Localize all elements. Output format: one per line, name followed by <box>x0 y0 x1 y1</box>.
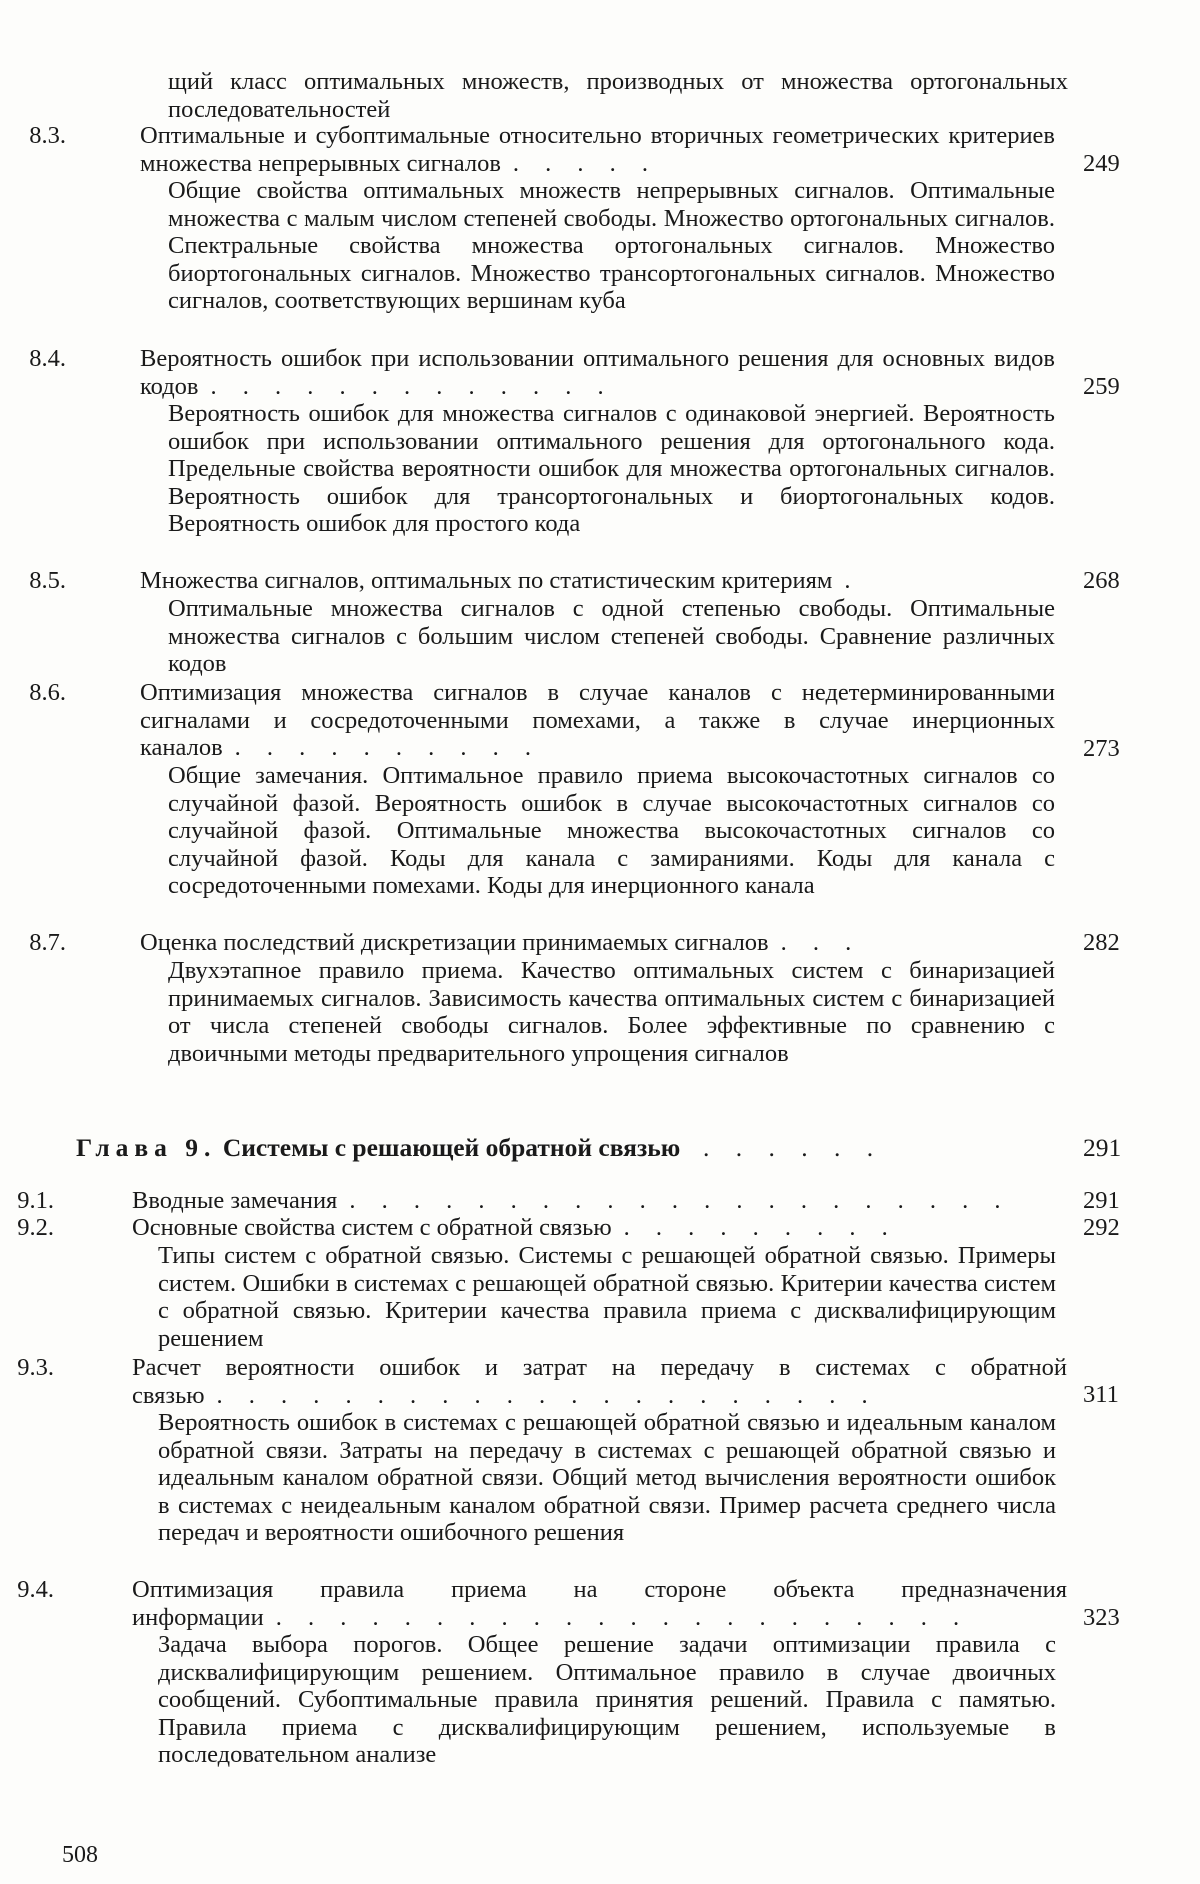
page-ref: 311 <box>1083 1381 1119 1409</box>
section-title: Вероятность ошибок при использовании оптимального решения для основных видов кодов . . . . . . . . . . . . . <box>140 345 1055 400</box>
section-title: Основные свойства систем с обратной связью . . . . . . . . . <box>132 1214 1067 1242</box>
section-description: Типы систем с обратной связью. Системы с решающей обратной связью. Примеры систем. Ошибки в системах с решающей обратной связью. Критерии качества систем с обратной связью. Критерии качества правила приема с дисквалифицирующим решением <box>158 1242 1056 1352</box>
chapter-heading: Глава 9. Системы с решающей обратной связью . . . . . . <box>76 1134 1076 1162</box>
section-title: Оптимизация множества сигналов в случае каналов с недетерминированными сигналами и сосредоточенными помехами, а также в случае инерционных каналов . . . . . . . . . . <box>140 679 1055 762</box>
section-description: Общие замечания. Оптимальное правило приема высокочастотных сигналов со случайной фазой. Вероятность ошибок в случае высокочастотных сигналов со случайной фазой. Оптимальные множества высокочастотных сигналов со случайной фазой. Коды для канала с замираниями. Коды для канала с сосредоточенными помехами. Коды для инерционного канала <box>168 762 1055 900</box>
page-ref: 249 <box>1083 150 1120 178</box>
page-ref: 273 <box>1083 735 1120 763</box>
section-number: 8.4. <box>2 345 66 373</box>
section-number: 9.4. <box>0 1576 54 1604</box>
section-title: Оптимальные и субоптимальные относительно вторичных геометрических критериев множества непрерывных сигналов . . . . . <box>140 122 1055 177</box>
page-ref: 259 <box>1083 373 1120 401</box>
page-ref: 282 <box>1083 929 1120 957</box>
toc-page <box>0 0 1200 1884</box>
section-number: 8.7. <box>2 929 66 957</box>
section-description: Вероятность ошибок в системах с решающей обратной связью и идеальным каналом обратной связи. Затраты на передачу в системах с решающей обратной связью и идеальным каналом обратной связи. Общий метод вычисления вероятности ошибок в системах с неидеальным каналом обратной связи. Пример расчета среднего числа передач и вероятности ошибочного решения <box>158 1409 1056 1547</box>
chapter-title: Системы с решающей обратной связью <box>223 1133 680 1162</box>
section-title: Множества сигналов, оптимальных по статистическим критериям . <box>140 567 1055 595</box>
section-description: Общие свойства оптимальных множеств непрерывных сигналов. Оптимальные множества с малым числом степеней свободы. Множество ортогональных сигналов. Спектральные свойства множества ортогональных сигналов. Множество биортогональных сигналов. Множество трансортогональных сигналов. Множество сигналов, соответствующих вершинам куба <box>168 177 1055 315</box>
section-number: 9.3. <box>0 1354 54 1382</box>
section-description: Задача выбора порогов. Общее решение задачи оптимизации правила с дисквалифицирующим решением. Оптимальное правило в случае двоичных сообщений. Субоптимальные правила принятия решений. Правила с памятью. Правила приема с дисквалифицирующим решением, используемые в последовательном анализе <box>158 1631 1056 1769</box>
section-title: Оценка последствий дискретизации принимаемых сигналов . . . <box>140 929 1055 957</box>
section-number: 8.3. <box>2 122 66 150</box>
page-ref: 291 <box>1083 1187 1120 1215</box>
section-title: Расчет вероятности ошибок и затрат на передачу в системах с обратной связью . . . . . . . . . . . . . . . . . . . . . <box>132 1354 1067 1409</box>
section-description: Оптимальные множества сигналов с одной степенью свободы. Оптимальные множества сигналов с большим числом степеней свободы. Сравнение различных кодов <box>168 595 1055 678</box>
page-number: 508 <box>62 1842 98 1870</box>
section-description: Вероятность ошибок для множества сигналов с одинаковой энергией. Вероятность ошибок при использовании оптимального решения для ортогонального кода. Предельные свойства вероятности ошибок для множества ортогональных сигналов. Вероятность ошибок для трансортогональных и биортогональных кодов. Вероятность ошибок для простого кода <box>168 400 1055 538</box>
section-number: 9.2. <box>0 1214 54 1242</box>
page-ref: 292 <box>1083 1214 1120 1242</box>
continued-description: щий класс оптимальных множеств, производных от множества ортогональных последовательностей <box>168 68 1068 123</box>
section-title: Оптимизация правила приема на стороне объекта предназначения информации . . . . . . . . . . . . . . . . . . . . . . <box>132 1576 1067 1631</box>
section-number: 8.5. <box>2 567 66 595</box>
chapter-page-ref: 291 <box>1083 1134 1121 1162</box>
section-description: Двухэтапное правило приема. Качество оптимальных систем с бинаризацией принимаемых сигналов. Зависимость качества оптимальных систем с бинаризацией от числа степеней свободы сигналов. Более эффективные по сравнению с двоичными методы предварительного упрощения сигналов <box>168 957 1055 1067</box>
page-ref: 268 <box>1083 567 1120 595</box>
page-ref: 323 <box>1083 1604 1120 1632</box>
chapter-label: Глава 9. <box>76 1133 216 1162</box>
section-number: 8.6. <box>2 679 66 707</box>
section-title: Вводные замечания . . . . . . . . . . . . . . . . . . . . . <box>132 1187 1067 1215</box>
section-number: 9.1. <box>0 1187 54 1215</box>
